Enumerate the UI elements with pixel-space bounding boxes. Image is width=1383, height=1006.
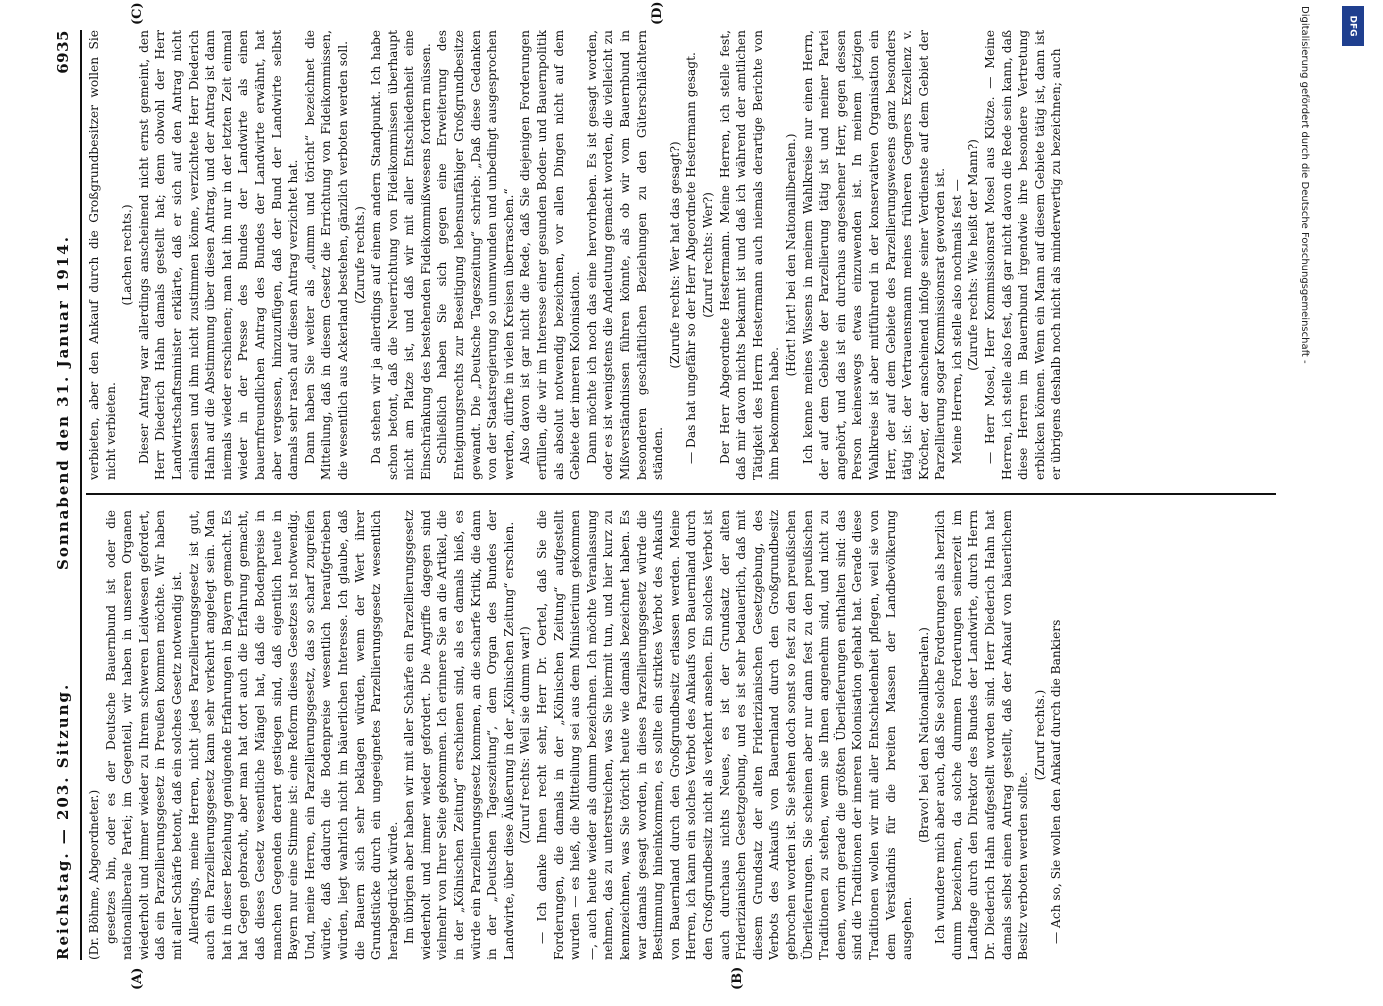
logo-text: DFG bbox=[1347, 15, 1358, 37]
paragraph: Da stehen wir ja allerdings auf einem andern Standpunkt. Ich habe schon betont, daß die Neuerrichtung von Fideikommissen überhaupt nicht am Platze ist, und daß wir mit aller Entschiedenheit eine Einschränkung des bestehenden Fideikommißwesens fordern müssen. bbox=[369, 30, 433, 480]
paragraph: Schließlich haben Sie sich gegen eine Erweiterung des Enteignungsrechts zur Beseitigung lebensunfähiger Großgrundbesitze gewandt. Die „Deutsche Tageszeitung“ schrieb: „Daß diese Gedanken von der Staatsregierung so unumwunden und unbedingt ausgesprochen werden, dürfte in vielen Kreisen überraschen.“ bbox=[435, 30, 516, 480]
paragraph: gesetzes bin, oder es der Deutsche Bauernbund ist oder die nationalliberale Partei; im Gegenteil, wir haben in unseren Organen wiederholt und immer wieder zu Ihrem schweren Leidwesen gefordert, daß ein Parzellierungsgesetz in Preußen kommen möchte. Wir haben mit aller Schärfe betont, daß ein solches Gesetz notwendig ist. bbox=[103, 510, 184, 960]
margin-mark-a: (A) bbox=[130, 967, 145, 990]
left-column bbox=[86, 510, 1276, 960]
right-column bbox=[86, 30, 1276, 480]
header-left: Reichstag. — 203. Sitzung. bbox=[54, 682, 72, 960]
column-divider bbox=[86, 494, 1276, 496]
margin-mark-b: (B) bbox=[730, 966, 745, 990]
digitization-note: Digitalisierung gefördert durch die Deutsche Forschungsgemeinschaft - bbox=[1299, 6, 1310, 364]
page-number: 6935 bbox=[54, 30, 72, 74]
interjection: (Hört! hört! bei den Nationalliberalen.) bbox=[783, 133, 798, 377]
interjection: (Lachen rechts.) bbox=[120, 204, 135, 306]
speaker-tag: (Dr. Böhme, Abgeordneter.) bbox=[87, 789, 101, 960]
paragraph: — Das hat ungefähr so der Herr Abgeordnete Hestermann gesagt. bbox=[684, 52, 699, 464]
interjection: (Zuruf rechts: Wer?) bbox=[700, 192, 715, 318]
paragraph: Ich wundere mich aber auch, daß Sie solche Forderungen als herzlich dumm bezeichnen, da solche dummen Forderungen seinerzeit im Landtage durch den Direktor des Bundes der Landwirte, durch Herrn Dr. Diederich Hahn aufgestellt worden sind. Herr Diederich Hahn hat damals selbst einen Antrag gestellt, daß der Ankauf von bäuerlichem Besitz verboten werden sollte. bbox=[933, 510, 1031, 960]
paragraph: Meine Herren, ich stelle also nochmals fest — bbox=[949, 179, 964, 464]
page-header bbox=[50, 30, 76, 960]
paragraph: Allerdings, meine Herren, nicht jedes Parzellierungsgesetz ist gut, auch ein Parzellierungsgesetz kann sehr verkehrt angelegt sein. Man hat in dieser Beziehung genügende Erfahrungen in Bayern gemacht. Es hat Gegen gebracht, aber man hat dort auch die Erfahrung gemacht, daß dieses Gesetz wesentliche Mängel hat, daß die Bodenpreise in manchen Gegenden derart gestiegen sind, daß eigentlich heute in Bayern nur eine Stimme ist: eine Reform dieses Gesetzes ist notwendig. Und, meine Herren, ein Parzellierungsgesetz, das so scharf zugreifen würde, daß dadurch die Bodenpreise wesentlich heraufgetrieben würden, liegt wahrlich nicht im bäuerlichen Interesse. Ich glaube, daß die Bauern sich sehr beklagen würden, wenn der Wert ihrer Grundstücke durch ein ungeeignetes Parzellierungsgesetz wesentlich herabgedrückt würde. bbox=[186, 510, 400, 960]
document-page bbox=[50, 1, 1280, 990]
paragraph: Ich kenne meines Wissens in meinem Wahlkreise nur einen Herrn, der auf dem Gebiete der Parzellierung tätig ist und meiner Partei angehört, und das ist ein durchaus angesehener Herr, gegen dessen Person keineswegs etwas einzuwenden ist. In meinem jetzigen Wahlkreise ist aber mitführend in der konservativen Organisation ein Herr, der auf dem Gebiete des Parzellierungswesens ganz besonders tätig ist: der Vertrauensmann meines früheren Gegners Exzellenz v. Kröcher, der anscheinend infolge seiner Verdienste auf dem Gebiet der Parzellierung sogar Kommissionsrat geworden ist. bbox=[800, 30, 948, 480]
paragraph: — Herr Mosel, Herr Kommissionsrat Mosel aus Klötze. — Meine Herren, ich stelle also fest, daß gar nicht davon die Rede sein kann, daß diese Herren im Bauernbund irgendwie ihre besondere Vertretung erblicken können. Wenn ein Mann auf diesem Gebiete tätig ist, dann ist er übrigens deshalb noch nicht als minderwertig zu bezeichnen; auch bbox=[983, 30, 1064, 480]
paragraph: Dann haben Sie weiter als „dumm und töricht“ bezeichnet die Mitteilung, daß in diesem Gesetz die Errichtung von Fideikommissen, die wesentlich aus Ackerland bestehen, gänzlich verboten werden soll. bbox=[302, 30, 350, 480]
paragraph: Also davon ist gar nicht die Rede, daß Sie diejenigen Forderungen erfüllen, die wir im Interesse einer gesunden Boden- und Bauernpolitik als absolut notwendig bezeichnen, vor allen Dingen nicht auf dem Gebiete der inneren Kolonisation. bbox=[518, 30, 583, 480]
paragraph: Der Herr Abgeordnete Hestermann. Meine Herren, ich stelle fest, daß mir davon nichts bekannt ist und daß ich während der amtlichen Tätigkeit des Herrn Hestermann auch niemals derartige Berichte von ihm bekommen habe. bbox=[717, 30, 782, 480]
interjection: (Zurufe rechts: Wer hat das gesagt?) bbox=[667, 141, 682, 369]
interjection: (Zurufe rechts.) bbox=[352, 206, 367, 304]
interjection: (Bravo! bei den Nationalliberalen.) bbox=[916, 627, 931, 843]
paragraph: Dieser Antrag war allerdings anscheinend nicht ernst gemeint, den Herr Diederich Hahn damals gestellt hat; denn obwohl der Herr Landwirtschaftsminister erklärte, daß er sich auf den Antrag nicht einlassen und ihm nicht zustimmen könne, verzichtete Herr Diederich Hahn auf die Abstimmung über diesen Antrag, und der Antrag ist dann niemals wieder erschienen; man hat ihn nur in der letzten Zeit einmal wieder in der Presse des Bundes der Landwirte als einen bauernfreundlichen Antrag des Bundes der Landwirte erwähnt, hat aber vergessen, hinzuzufügen, daß der Bund der Landwirte selbst damals sehr rasch auf diesen Antrag verzichtet hat. bbox=[136, 30, 301, 480]
paragraph: — Ich danke Ihnen recht sehr, Herr Dr. Oertel, daß Sie die Forderungen, die damals in der „Kölnischen Zeitung“ aufgestellt wurden — es hieß, die Mitteilung sei aus dem Ministerium gekommen —, auch heute wieder als dumm bezeichnen. Ich möchte Veranlassung nehmen, das zu unterstreichen, was Sie hiermit tun, und hier kurz zu kennzeichnen, was Sie töricht heute wie damals bezeichnet haben. Es war damals gesagt worden, in dieses Parzellierungsgesetz würde die Bestimmung hineinkommen, es sollte ein striktes Verbot des Ankaufs von Bauernland durch den Großgrundbesitz erlassen werden. Meine Herren, ich kann ein solches Verbot des Ankaufs von Bauernland durch den Großgrundbesitz nicht als verkehrt ansehen. Ein solches Verbot ist auch durchaus nichts Neues, es ist der Grundsatz der alten Friderizianischen Gesetzgebung, und es ist sehr bedauerlich, daß mit diesem Grundsatz der alten Friderizianischen Gesetzgebung, des Verbots des Ankaufs von Bauernland durch den Großgrundbesitz gebrochen worden ist. Sie stehen doch sonst so fest zu den preußischen Überlieferungen. Sie scheinen aber nur dann fest zu den preußischen Traditionen zu stehen, wenn sie Ihnen angenehm sind, und nicht zu denen, worin gerade die größten Überlieferungen enthalten sind: das sind die Traditionen der inneren Kolonisation gehabt hat. Gerade diese Traditionen wollen wir mit aller Entschiedenheit pflegen, weil sie von dem Verständnis für die breiten Massen der Landbevölkerung ausgehen. bbox=[535, 510, 915, 960]
dfg-logo bbox=[1342, 6, 1364, 46]
margin-mark-d: (D) bbox=[650, 1, 665, 25]
paragraph: Im übrigen aber haben wir mit aller Schärfe ein Parzellierungsgesetz wiederholt und immer wieder gefordert. Die Angriffe dagegen sind vielmehr von Ihrer Seite gekommen. Ich erinnere Sie an die Artikel, die in der „Kölnischen Zeitung“ erschienen sind, als es damals hieß, es würde ein Parzellierungsgesetz kommen, an die scharfe Kritik, die dann in der „Deutschen Tageszeitung“, dem Organ des Bundes der Landwirte, über diese Äußerung in der „Kölnischen Zeitung“ erschien. bbox=[402, 510, 516, 960]
paragraph: verbieten, aber den Ankauf durch die Großgrundbesitzer wollen Sie nicht verbieten. bbox=[87, 30, 118, 480]
interjection: (Zuruf rechts.) bbox=[1032, 689, 1047, 781]
header-date: Sonnabend den 31. Januar 1914. bbox=[54, 235, 72, 570]
paragraph: — Ach so, Sie wollen den Ankauf durch die Bankiers bbox=[1049, 619, 1064, 944]
paragraph: Dann möchte ich noch das eine hervorheben. Es ist gesagt worden, oder es ist wenigstens die Andeutung gemacht worden, die vielleicht zu Mißverständnissen führen könnte, als ob wir vom Bauernbund in besonderen geschäftlichen Beziehungen zu den Güterschlächtern ständen. bbox=[584, 30, 666, 480]
margin-mark-c: (C) bbox=[130, 2, 145, 25]
interjection: (Zuruf rechts: Weil sie dumm war!) bbox=[518, 626, 533, 844]
interjection: (Zurufe rechts: Wie heißt der Mann?) bbox=[966, 139, 981, 371]
header-rule bbox=[80, 30, 82, 960]
